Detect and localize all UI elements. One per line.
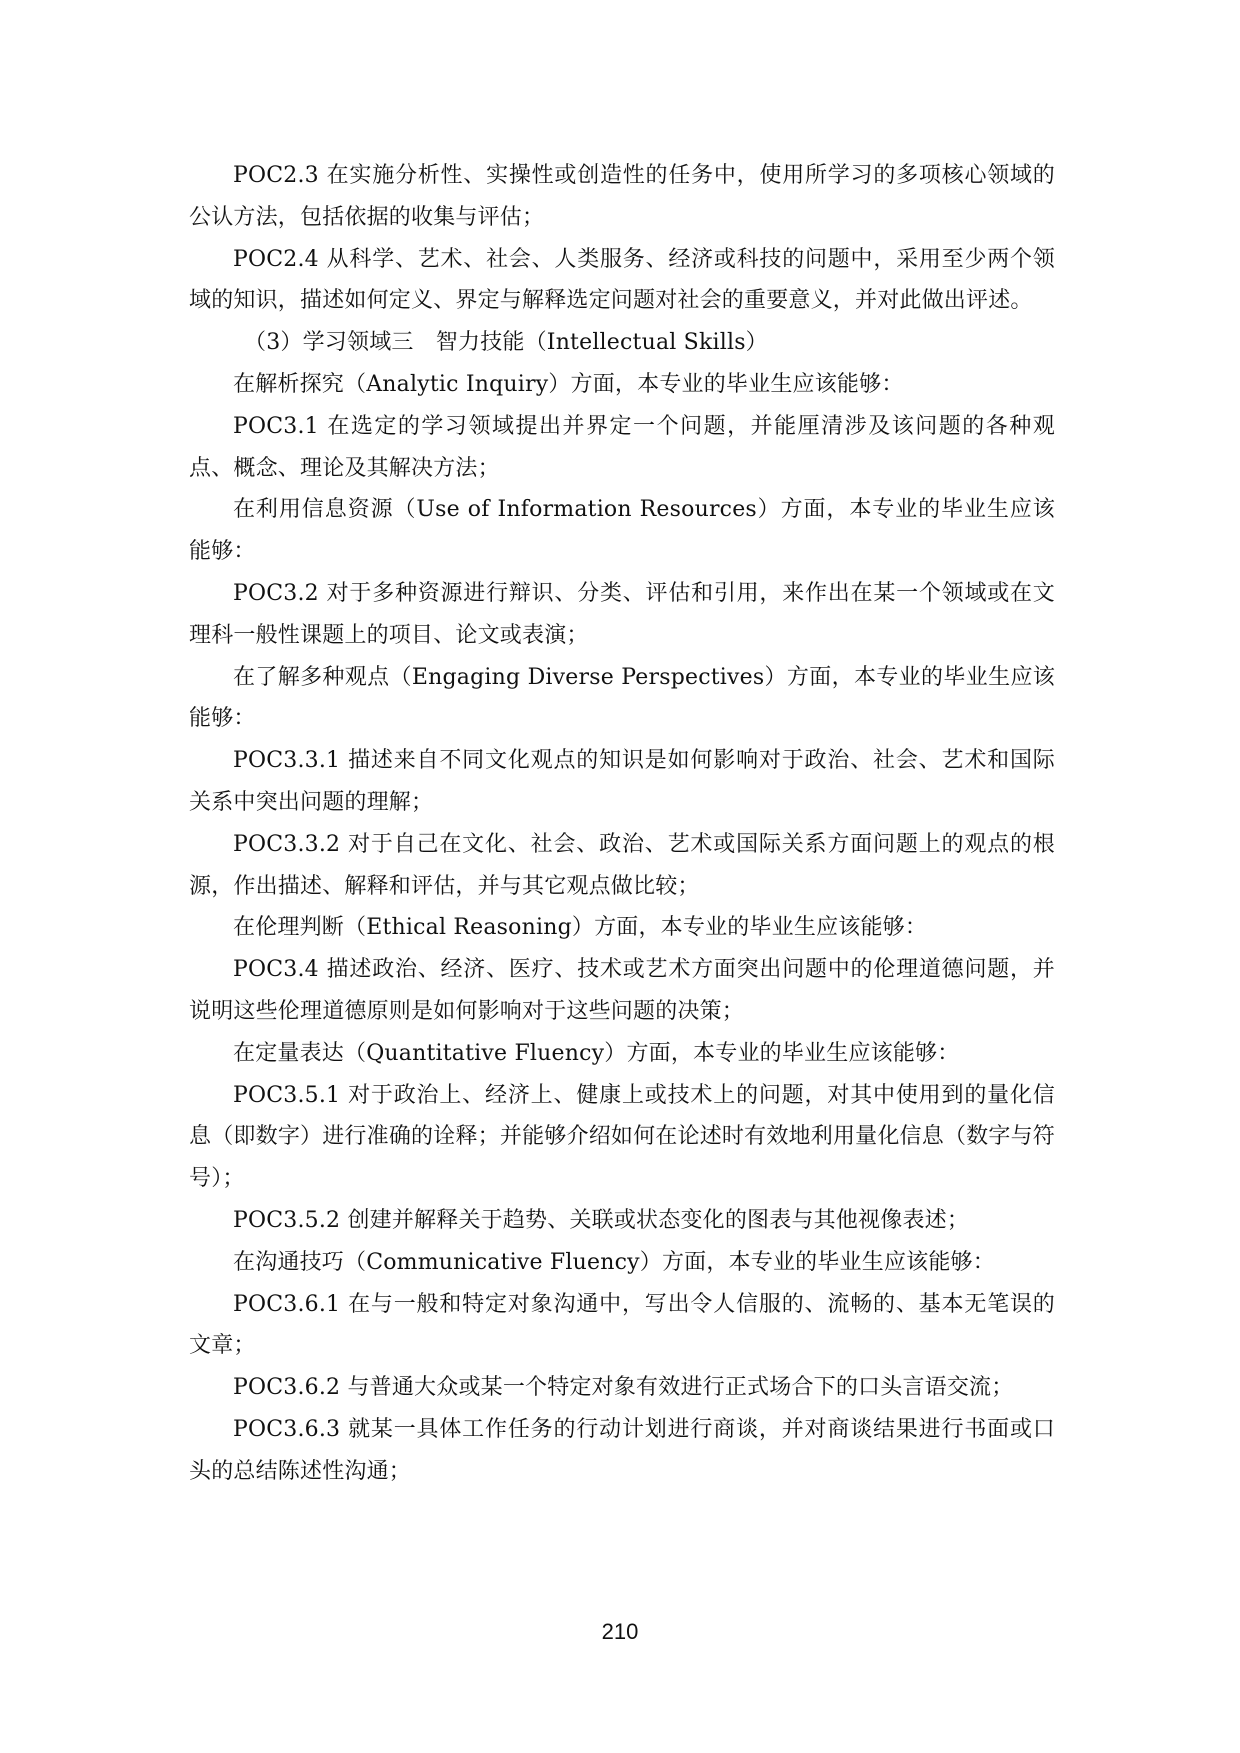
paragraph-communicative-fluency-intro: 在沟通技巧（Communicative Fluency）方面，本专业的毕业生应该能够： [233, 1249, 995, 1275]
paragraph-poc3-3-2: POC3.3.2 对于自己在文化、社会、政治、艺术或国际关系方面问题上的观点的根源，作出描述、解释和评估，并与其它观点做比较； [189, 831, 1055, 899]
page-number: 210 [601, 1619, 639, 1644]
paragraph-poc3-1: POC3.1 在选定的学习领域提出并界定一个问题，并能厘清涉及该问题的各种观点、概念、理论及其解决方法； [189, 413, 1055, 481]
paragraph-poc3-5-1: POC3.5.1 对于政治上、经济上、健康上或技术上的问题，对其中使用到的量化信息（即数字）进行准确的诠释；并能够介绍如何在论述时有效地利用量化信息（数字与符号）； [189, 1082, 1055, 1192]
paragraph-poc3-6-3: POC3.6.3 就某一具体工作任务的行动计划进行商谈，并对商谈结果进行书面或口头的总结陈述性沟通； [189, 1416, 1055, 1484]
paragraph-poc2-3: POC2.3 在实施分析性、实操性或创造性的任务中，使用所学习的多项核心领域的公认方法，包括依据的收集与评估； [189, 163, 1055, 230]
paragraph-poc3-5-2: POC3.5.2 创建并解释关于趋势、关联或状态变化的图表与其他视像表述； [233, 1207, 970, 1233]
paragraph-poc3-3-1: POC3.3.1 描述来自不同文化观点的知识是如何影响对于政治、社会、艺术和国际关系中突出问题的理解； [189, 748, 1055, 815]
paragraph-poc2-4: POC2.4 从科学、艺术、社会、人类服务、经济或科技的问题中，采用至少两个领域的知识，描述如何定义、界定与解释选定问题对社会的重要意义，并对此做出评述。 [189, 246, 1055, 314]
document-body [189, 155, 1055, 1493]
paragraph-poc3-2: POC3.2 对于多种资源进行辩识、分类、评估和引用，来作出在某一个领域或在文理科一般性课题上的项目、论文或表演； [189, 580, 1055, 648]
paragraph-quantitative-fluency-intro: 在定量表达（Quantitative Fluency）方面，本专业的毕业生应该能够： [233, 1040, 960, 1066]
paragraph-ethical-reasoning-intro: 在伦理判断（Ethical Reasoning）方面，本专业的毕业生应该能够： [233, 915, 928, 941]
paragraph-information-resources-intro: 在利用信息资源（Use of Information Resources）方面，本专业的毕业生应该能够： [189, 497, 1055, 565]
paragraph-diverse-perspectives-intro: 在了解多种观点（Engaging Diverse Perspectives）方面，本专业的毕业生应该能够： [189, 664, 1055, 732]
paragraph-analytic-inquiry-intro: 在解析探究（Analytic Inquiry）方面，本专业的毕业生应该能够： [233, 371, 904, 397]
paragraph-poc3-6-1: POC3.6.1 在与一般和特定对象沟通中，写出令人信服的、流畅的、基本无笔误的文章； [189, 1291, 1055, 1359]
paragraph-poc3-6-2: POC3.6.2 与普通大众或某一个特定对象有效进行正式场合下的口头言语交流； [233, 1375, 1014, 1401]
section-heading-intellectual-skills: （3）学习领域三 智力技能（Intellectual Skills） [244, 330, 768, 356]
paragraph-poc3-4: POC3.4 描述政治、经济、医疗、技术或艺术方面突出问题中的伦理道德问题，并说明这些伦理道德原则是如何影响对于这些问题的决策； [189, 957, 1055, 1024]
